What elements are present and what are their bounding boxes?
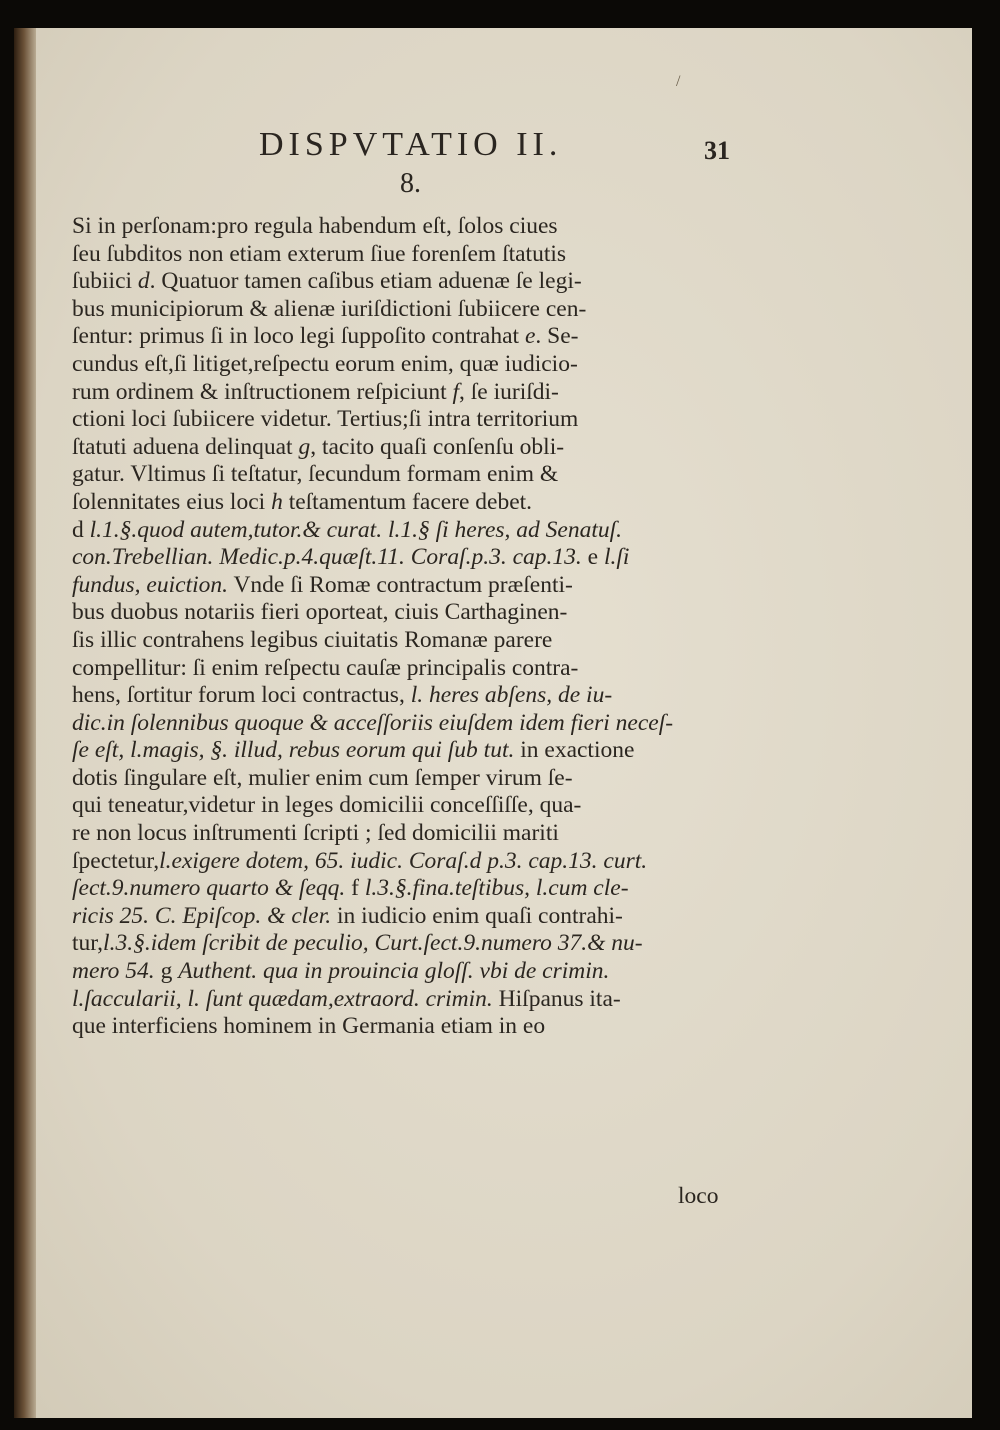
citation-span: d [137, 268, 150, 295]
text-span: in exactione [514, 737, 635, 764]
citation-span: dic.in ſolennibus quoque & acceſſoriis eiuſdem idem fieri neceſ- [72, 709, 674, 736]
citation-span: ricis 25. C. Epiſcop. & cler. [72, 902, 332, 929]
text-line [72, 241, 737, 269]
text-span: ſolennitates eius loci [72, 488, 272, 515]
running-head: DISPVTATIO II. [259, 126, 563, 163]
citation-span: Authent. qua in prouincia gloſſ. vbi de crimin. [178, 958, 610, 985]
text-line [72, 792, 737, 820]
text-line [72, 296, 737, 324]
text-line [72, 544, 737, 572]
text-span: ſtatuti aduena delinquat [72, 433, 299, 460]
citation-span: l.ſi [603, 544, 630, 571]
text-line [72, 930, 737, 958]
text-span: bus municipiorum & alienæ iuriſdictioni ſubiicere cen- [72, 295, 587, 322]
text-span: e [581, 544, 604, 571]
text-line [72, 351, 737, 379]
section-number: 8. [400, 168, 421, 199]
text-span: . Quatuor tamen caſibus etiam aduenæ ſe legi- [149, 268, 582, 295]
text-span: tur, [72, 930, 104, 957]
text-span: rum ordinem & inſtructionem reſpiciunt [72, 378, 453, 405]
citation-span: g [298, 433, 311, 460]
text-line [72, 213, 737, 241]
text-line [72, 737, 737, 765]
text-span: qui teneatur,videtur in leges domicilii conceſſiſſe, qua- [72, 792, 582, 819]
text-line [72, 627, 737, 655]
text-span: in iudicio enim quaſi contrahi- [331, 902, 623, 929]
text-span: Si in perſonam:pro regula habendum eſt, ſolos ciues [72, 213, 558, 239]
citation-span: l. heres abſens, de iu- [410, 682, 613, 709]
text-span: , tacito quaſi conſenſu obli- [310, 433, 565, 460]
catchword: loco [678, 1183, 719, 1209]
binding-gutter [14, 28, 36, 1418]
citation-span: ſe eſt, l.magis, §. illud, rebus eorum qui ſub tut. [72, 737, 515, 764]
text-line [72, 958, 737, 986]
corner-pencil-mark: / [676, 73, 681, 90]
text-line [72, 572, 737, 600]
text-span: re non locus inſtrumenti ſcripti ; ſed domicilii mariti [72, 820, 559, 847]
text-span: Hiſpanus ita- [492, 985, 621, 1012]
text-span: , ſe iuriſdi- [459, 378, 559, 405]
citation-span: l.ſaccularii, l. ſunt quædam,extraord. crimin. [72, 985, 493, 1012]
text-line [72, 406, 737, 434]
text-line [72, 875, 737, 903]
citation-span: l.3.§.idem ſcribit de peculio, Curt.ſect.9.numero 37.& nu- [103, 930, 643, 957]
text-span: ſeu ſubditos non etiam exterum ſiue forenſem ſtatutis [72, 240, 567, 267]
text-line [72, 517, 737, 545]
text-line [72, 379, 737, 407]
text-span: ſis illic contrahens legibus ciuitatis Romanæ parere [72, 626, 553, 653]
citation-span: l.3.§.fina.teſtibus, l.cum cle- [364, 875, 629, 902]
text-line [72, 461, 737, 489]
text-span: Vnde ſi Romæ contractum præſenti- [228, 571, 573, 598]
text-span: ſpectetur, [72, 847, 160, 874]
text-line [72, 268, 737, 296]
text-line [72, 848, 737, 876]
text-line [72, 710, 737, 738]
text-line [72, 986, 737, 1014]
text-span: ctioni loci ſubiicere videtur. Tertius;ſi intra territorium [72, 406, 579, 433]
text-line [72, 489, 737, 517]
citation-span: ſect.9.numero quarto & ſeqq. [72, 875, 346, 902]
citation-span: l.1.§.quod autem,tutor.& curat. l.1.§ ſi heres, ad Senatuſ. [89, 516, 623, 543]
text-span: ſentur: primus ſi in loco legi ſuppoſito contrahat [72, 323, 525, 350]
body-text [72, 213, 737, 1041]
text-line [72, 323, 737, 351]
text-span: dotis ſingulare eſt, mulier enim cum ſemper virum ſe- [72, 764, 573, 791]
text-line [72, 820, 737, 848]
text-span: f [345, 875, 365, 902]
text-line [72, 655, 737, 683]
citation-span: fundus, euiction. [72, 571, 228, 598]
text-span: que interficiens hominem in Germania etiam in eo [72, 1013, 546, 1040]
book-page [14, 28, 972, 1418]
text-span: . Se- [535, 323, 579, 350]
text-span: cundus eſt,ſi litiget,reſpectu eorum enim, quæ iudicio- [72, 350, 578, 377]
text-span: d [72, 516, 90, 543]
citation-span: f [452, 378, 460, 405]
text-line [72, 682, 737, 710]
text-span: teſtamentum facere debet. [282, 488, 533, 515]
text-span: compellitur: ſi enim reſpectu cauſæ principalis contra- [72, 654, 579, 681]
text-line [72, 599, 737, 627]
text-span: bus duobus notariis fieri oporteat, ciuis Carthaginen- [72, 599, 568, 626]
text-line [72, 1013, 737, 1041]
text-span: hens, ſortitur forum loci contractus, [72, 682, 411, 709]
citation-span: h [271, 488, 283, 515]
citation-span: e [524, 323, 536, 350]
text-span: gatur. Vltimus ſi teſtatur, ſecundum formam enim & [72, 461, 559, 488]
text-span: ſubiici [72, 268, 138, 295]
text-line [72, 765, 737, 793]
page-number: 31 [704, 136, 730, 165]
citation-span: con.Trebellian. Medic.p.4.quæſt.11. Coraſ.p.3. cap.13. [72, 544, 582, 571]
citation-span: l.exigere dotem, 65. iudic. Coraſ.d p.3. cap.13. curt. [159, 847, 648, 874]
text-span: g [154, 958, 179, 985]
text-line [72, 903, 737, 931]
citation-span: mero 54. [72, 958, 155, 985]
text-line [72, 434, 737, 462]
